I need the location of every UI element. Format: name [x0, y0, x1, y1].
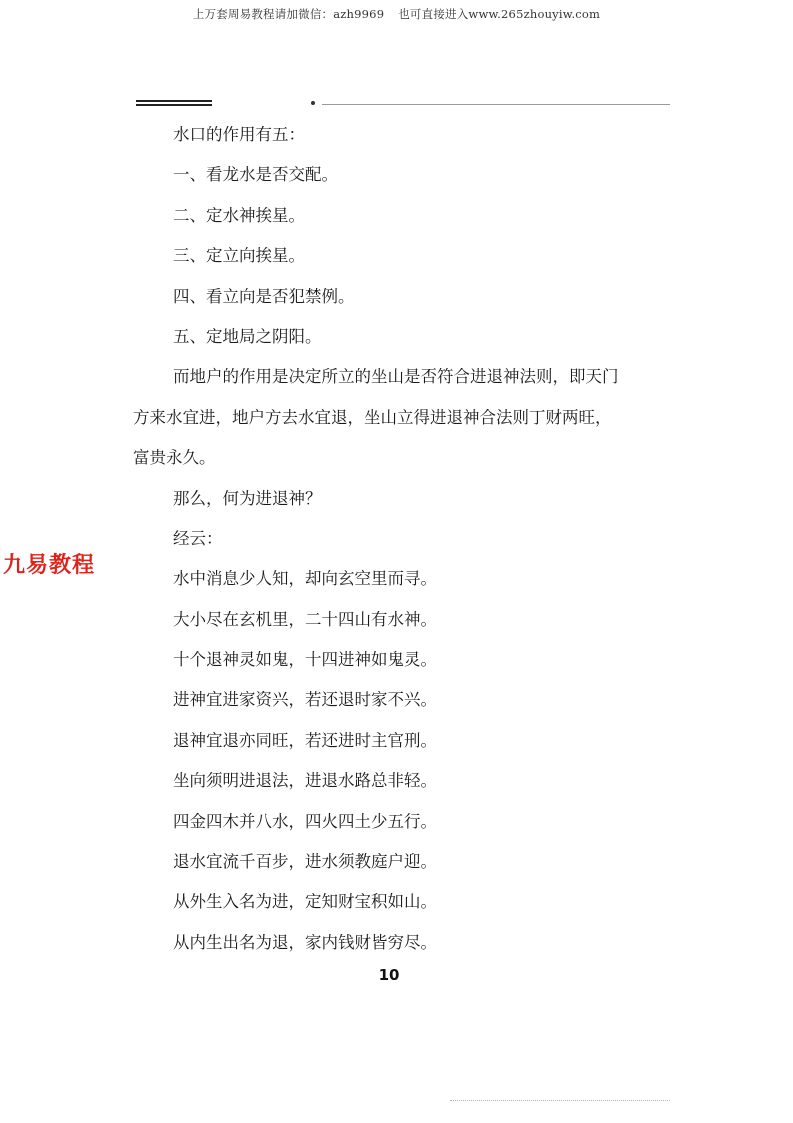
body-line: 经云：: [173, 528, 223, 548]
body-line: 水口的作用有五：: [173, 125, 305, 144]
watermark-logo: 九易教程: [3, 553, 96, 578]
verse-line: 四金四木并八水，四火四土少五行。: [173, 811, 437, 831]
verse-line: 坐向须明进退法，进退水路总非轻。: [173, 771, 437, 791]
header-rule-thick-top: [136, 100, 212, 102]
verse-line: 从外生入名为进，定知财宝积如山。: [173, 892, 437, 912]
banner-text-left: 上万套周易教程请加微信：azh9969: [192, 7, 385, 21]
body-line: 而地户的作用是决定所立的坐山是否符合进退神法则，即天门: [173, 367, 619, 387]
page-number: 10: [378, 966, 400, 984]
header-rule-thick-bottom: [136, 104, 212, 106]
page-body: [133, 115, 673, 963]
verse-line: 十个退神灵如鬼，十四进神如鬼灵。: [173, 650, 437, 670]
body-line: 方来水宜进，地户方去水宜退，坐山立得进退神合法则丁财两旺，: [133, 407, 612, 427]
body-line: 五、定地局之阴阳。: [173, 326, 322, 346]
body-line: 富贵永久。: [133, 448, 216, 468]
body-line: 二、定水神挨星。: [173, 205, 305, 225]
body-line: 三、定立向挨星。: [173, 246, 305, 266]
top-banner: [0, 6, 793, 22]
header-rule-dot: [311, 101, 315, 105]
verse-line: 水中消息少人知，却向玄空里而寻。: [173, 569, 437, 589]
body-line: 那么，何为进退神？: [173, 488, 322, 508]
banner-text-right: 也可直接进入www.265zhouyiw.com: [398, 7, 601, 21]
body-line: 一、看龙水是否交配。: [173, 165, 338, 185]
header-rule-thin: [322, 104, 670, 105]
footer-rule: [450, 1100, 670, 1101]
verse-line: 退水宜流千百步，进水须教庭户迎。: [173, 852, 437, 872]
verse-line: 退神宜退亦同旺，若还进时主官刑。: [173, 730, 437, 750]
verse-line: 大小尽在玄机里，二十四山有水神。: [173, 609, 437, 629]
body-line: 四、看立向是否犯禁例。: [173, 286, 355, 306]
verse-line: 进神宜进家资兴，若还退时家不兴。: [173, 690, 437, 710]
verse-line: 从内生出名为退，家内钱财皆穷尽。: [173, 932, 437, 952]
